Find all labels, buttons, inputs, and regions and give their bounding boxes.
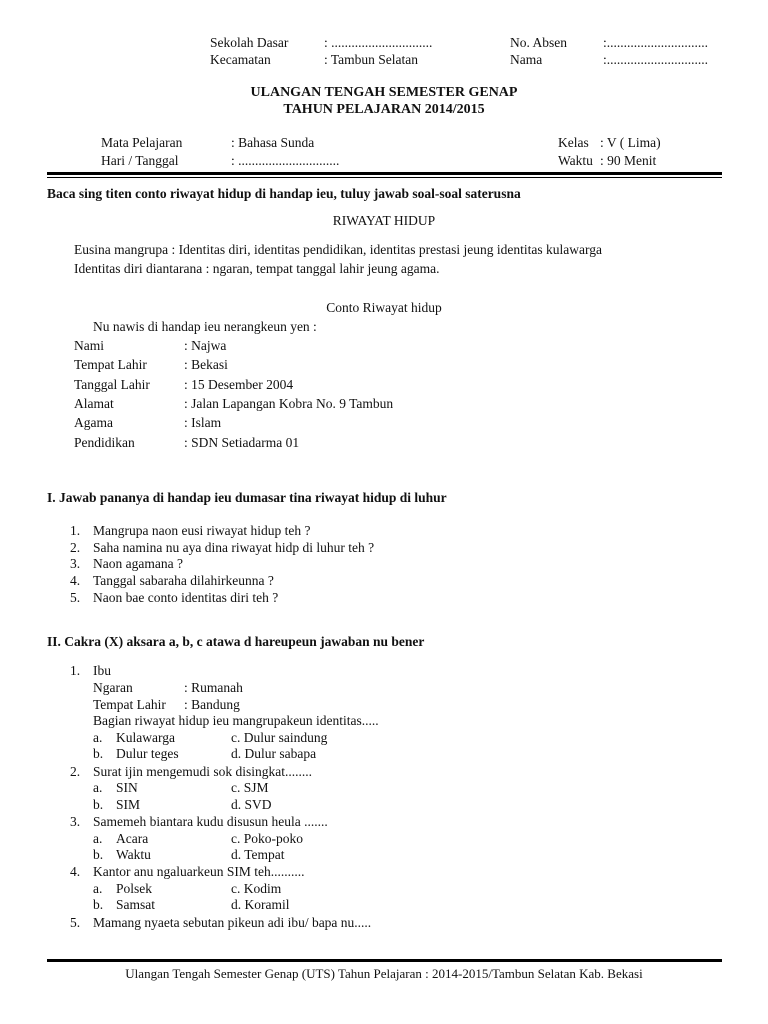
option-b: Samsat [116,897,155,912]
section1-title: I. Jawab pananya di handap ieu dumasar tina riwayat hidup di luhur [47,490,447,505]
option-c: c. Dulur saindung [231,730,328,745]
example-row-value: : Islam [184,415,222,430]
option-a: Acara [116,831,149,846]
question-text: Naon agamana ? [93,556,183,571]
time-label: Waktu [558,153,593,168]
option-letter: a. [93,780,103,795]
question-text: Ibu [93,663,111,678]
option-letter: a. [93,730,103,745]
school-label: Sekolah Dasar [210,35,289,50]
question-number: 3. [70,556,81,571]
question-number: 3. [70,814,81,829]
example-lead: Nu nawis di handap ieu nerangkeun yen : [93,319,317,334]
option-c: c. SJM [231,780,269,795]
exam-title: ULANGAN TENGAH SEMESTER GENAP [250,85,518,100]
option-a: Kulawarga [116,730,175,745]
date-label: Hari / Tanggal [101,153,179,168]
option-a: Polsek [116,881,153,896]
question-number: 1. [70,523,81,538]
name-value: :.............................. [603,52,709,67]
option-a: SIN [116,780,138,795]
option-b: SIM [116,797,141,812]
example-row-value: : Najwa [184,338,227,353]
option-letter: a. [93,831,103,846]
absen-label: No. Absen [510,35,567,50]
school-value: : .............................. [324,35,433,50]
example-row-value: : Jalan Lapangan Kobra No. 9 Tambun [184,396,394,411]
subject-label: Mata Pelajaran [101,135,183,150]
class-value: : V ( Lima) [600,135,661,150]
example-row-label: Tanggal Lahir [74,377,150,392]
example-row-value: : 15 Desember 2004 [184,377,294,392]
question-sub-value: : Rumanah [184,680,243,695]
date-value: : .............................. [231,153,340,168]
example-row-label: Tempat Lahir [74,357,147,372]
question-text: Samemeh biantara kudu disusun heula ....... [93,814,328,829]
question-sub-label: Ngaran [93,680,133,695]
question-text: Naon bae conto identitas diri teh ? [93,590,279,605]
option-letter: b. [93,797,104,812]
class-label: Kelas [558,135,589,150]
question-sub-value: : Bandung [184,697,240,712]
question-text: Saha namina nu aya dina riwayat hidp di luhur teh ? [93,540,375,555]
instruction: Baca sing titen conto riwayat hidup di handap ieu, tuluy jawab soal-soal saterusna [47,186,521,201]
question-stem: Bagian riwayat hidup ieu mangrupakeun identitas..... [93,713,379,728]
header-rule-thick [47,172,722,175]
district-label: Kecamatan [210,52,271,67]
example-row-label: Nami [74,338,104,353]
example-heading: Conto Riwayat hidup [326,300,442,315]
subject-value: : Bahasa Sunda [231,135,315,150]
intro-paragraph: Identitas diri diantarana : ngaran, tempat tanggal lahir jeung agama. [74,261,440,276]
footer-rule [47,959,722,962]
time-value: : 90 Menit [600,153,657,168]
footer-text: Ulangan Tengah Semester Genap (UTS) Tahun Pelajaran : 2014-2015/Tambun Selatan Kab. Bekasi [125,966,643,981]
option-b: Dulur teges [116,746,179,761]
option-c: c. Poko-poko [231,831,303,846]
option-d: d. SVD [231,797,272,812]
question-number: 2. [70,540,81,555]
section-heading: RIWAYAT HIDUP [332,213,436,228]
option-c: c. Kodim [231,881,282,896]
option-letter: a. [93,881,103,896]
option-b: Waktu [116,847,151,862]
question-number: 5. [70,915,81,930]
question-sub-label: Tempat Lahir [93,697,166,712]
option-d: d. Dulur sabapa [231,746,317,761]
example-row-label: Agama [74,415,113,430]
question-number: 2. [70,764,81,779]
option-letter: b. [93,847,104,862]
option-d: d. Koramil [231,897,290,912]
district-value: : Tambun Selatan [324,52,419,67]
example-row-label: Alamat [74,396,114,411]
question-text: Mamang nyaeta sebutan pikeun adi ibu/ bapa nu..... [93,915,372,930]
question-text: Tanggal sabaraha dilahirkeunna ? [93,573,274,588]
option-d: d. Tempat [231,847,285,862]
header-rule-thin [47,177,722,178]
example-row-value: : Bekasi [184,357,228,372]
intro-paragraph: Eusina mangrupa : Identitas diri, identitas pendidikan, identitas prestasi jeung identitas kulawarga [74,242,602,257]
name-label: Nama [510,52,543,67]
question-text: Kantor anu ngaluarkeun SIM teh.......... [93,864,305,879]
example-row-value: : SDN Setiadarma 01 [184,435,300,450]
option-letter: b. [93,746,104,761]
absen-value: :.............................. [603,35,709,50]
example-row-label: Pendidikan [74,435,135,450]
question-number: 4. [70,864,81,879]
exam-year: TAHUN PELAJARAN 2014/2015 [283,102,485,117]
option-letter: b. [93,897,104,912]
question-text: Mangrupa naon eusi riwayat hidup teh ? [93,523,311,538]
section2-title: II. Cakra (X) aksara a, b, c atawa d hareupeun jawaban nu bener [47,634,425,649]
question-number: 4. [70,573,81,588]
question-number: 1. [70,663,81,678]
question-text: Surat ijin mengemudi sok disingkat........ [93,764,312,779]
question-number: 5. [70,590,81,605]
